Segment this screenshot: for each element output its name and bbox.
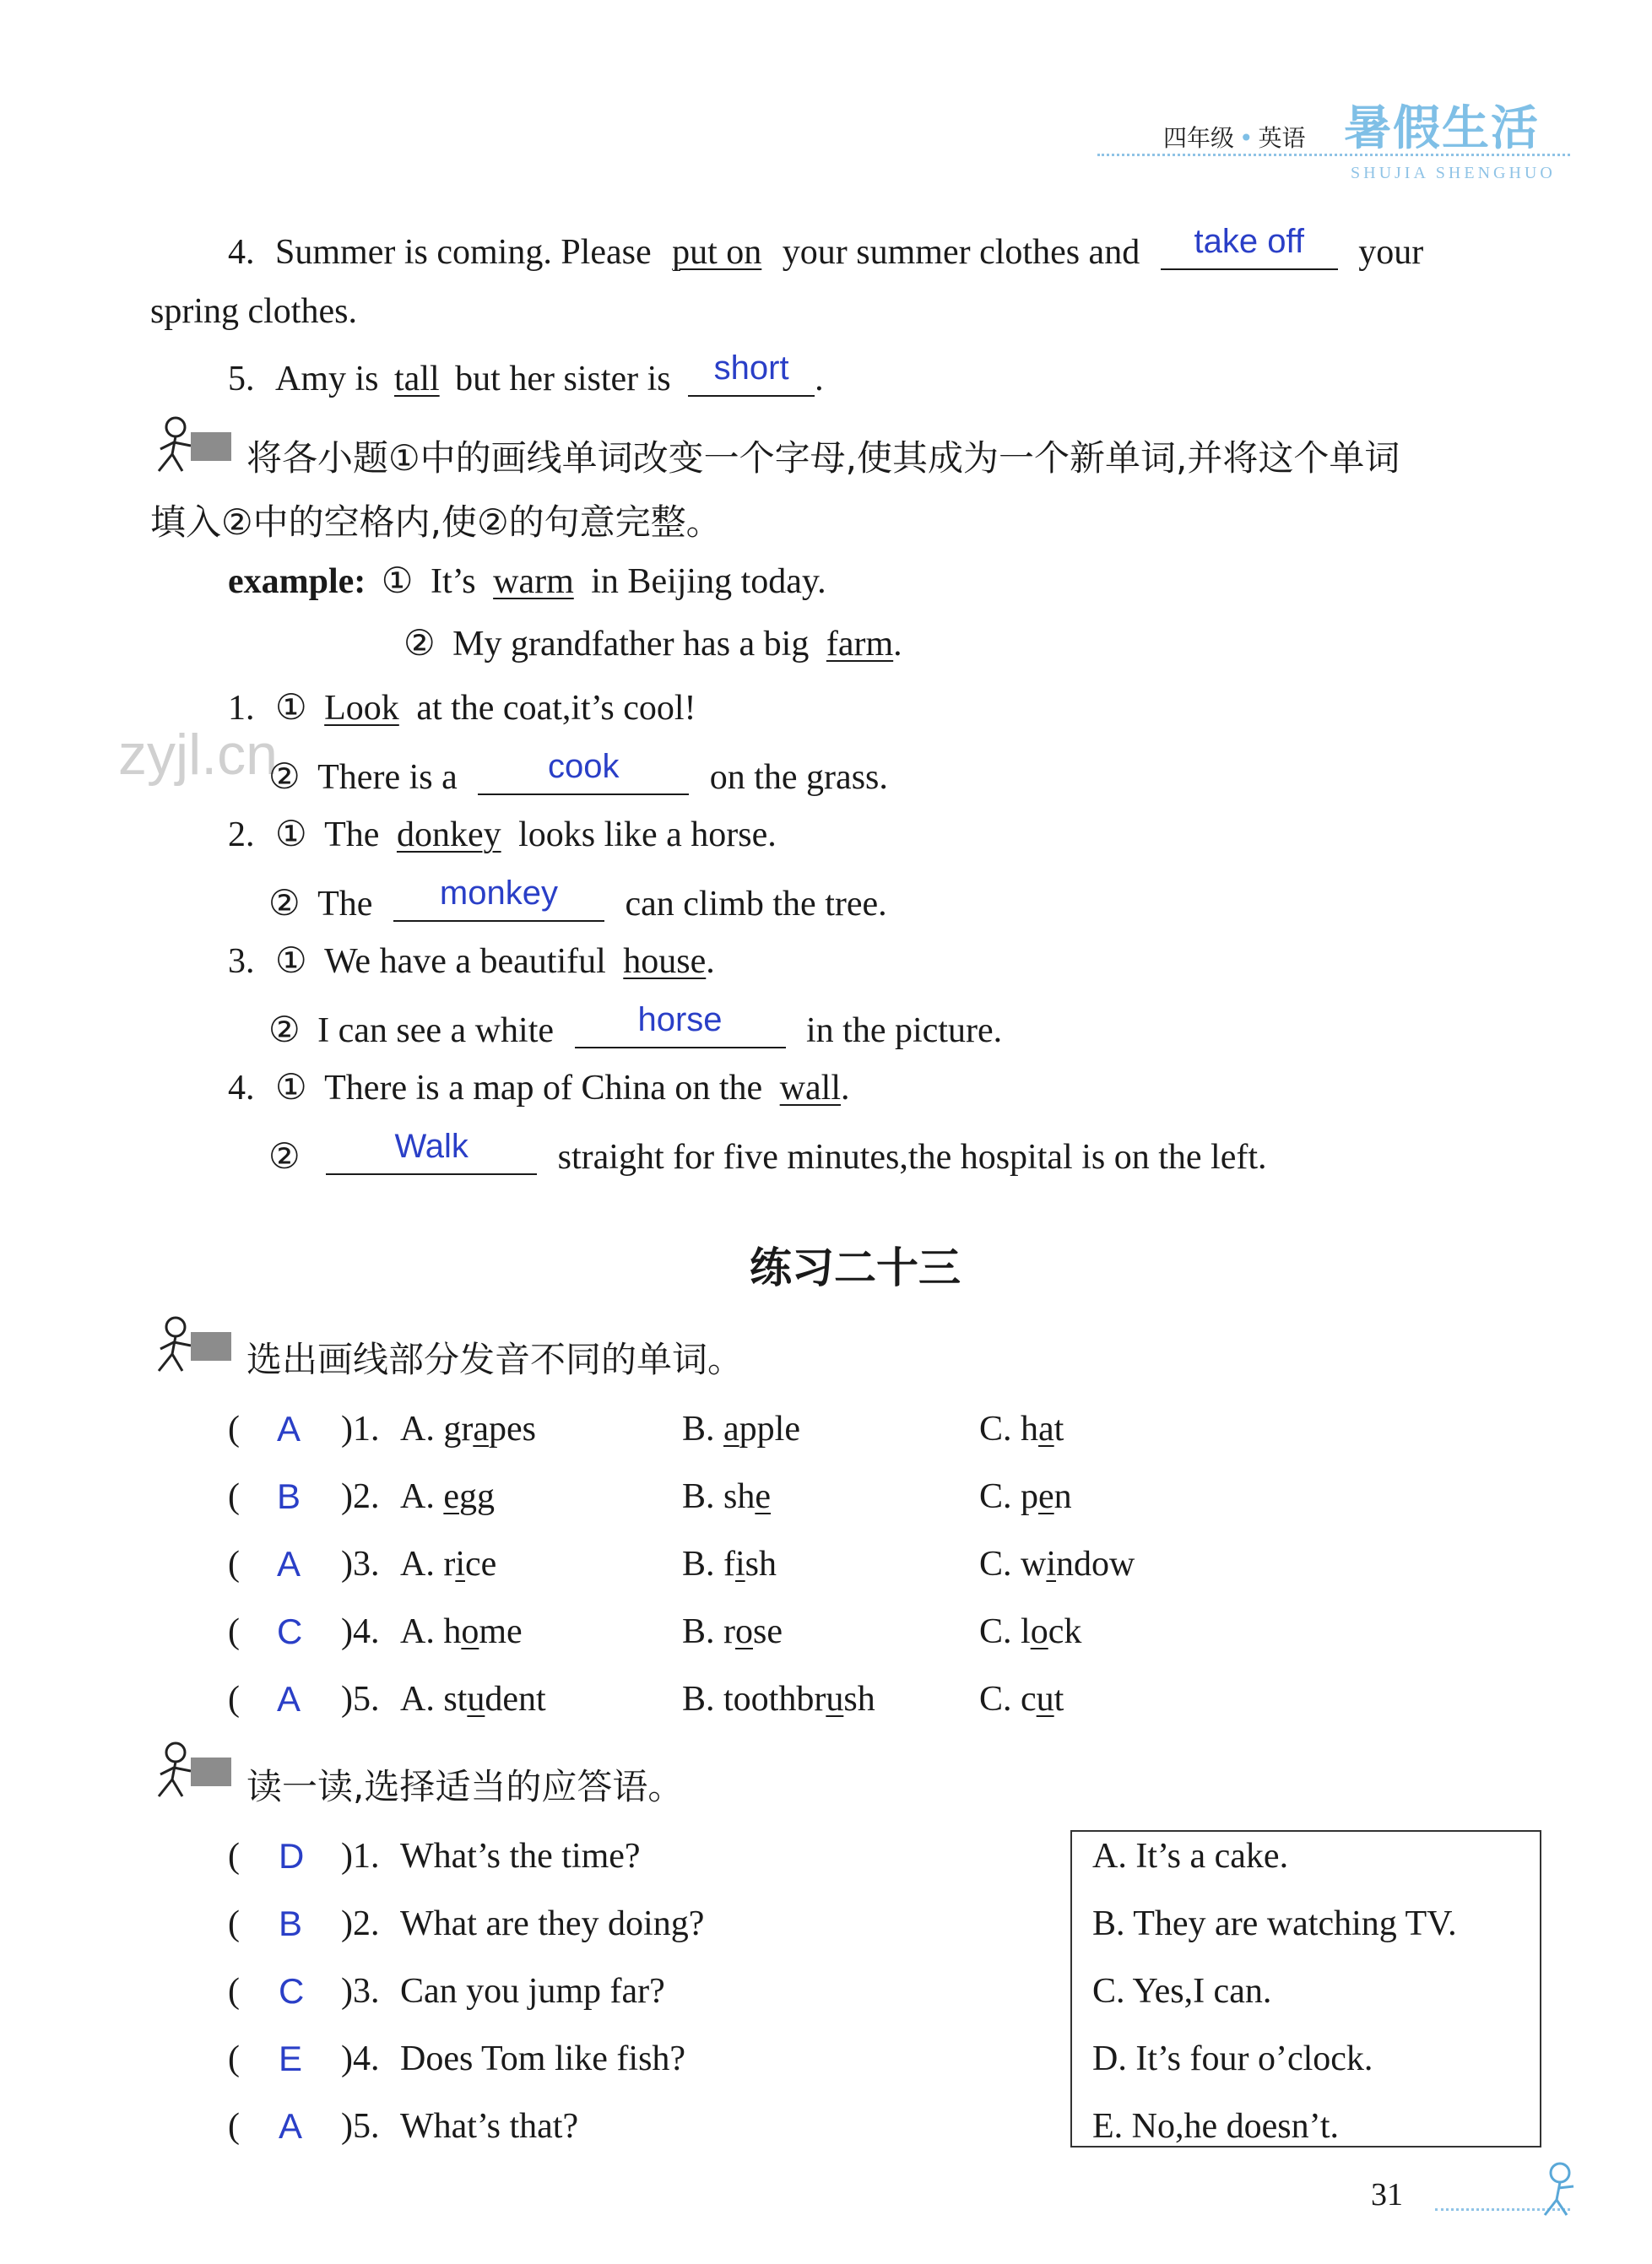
answer-choice[interactable]: A [277, 1679, 301, 1719]
option-b[interactable]: B. she [682, 1477, 772, 1516]
option-c[interactable]: C. lock [979, 1612, 1082, 1651]
section-instruction: 读一读,选择适当的应答语。 [246, 1766, 684, 1807]
change-letter-item-2-line-2: ② The monkey can climb the tree. [268, 875, 887, 923]
grade-label: 四年级 • 英语 [1163, 124, 1306, 152]
question-text: Can you jump far? [400, 1972, 665, 2011]
change-letter-item-4-line-1: 4. ① There is a map of China on the wall. [228, 1069, 850, 1108]
fill-question-4-cont: spring clothes. [150, 292, 357, 331]
exercise-title: 练习二十三 [750, 1243, 961, 1292]
answer-choice[interactable]: A [277, 1544, 301, 1584]
option-a[interactable]: A. grapes [400, 1410, 536, 1449]
fill-question-5: 5. Amy is tall but her sister is short . [228, 349, 824, 398]
exercise-icon [150, 415, 235, 474]
header-divider [1097, 154, 1570, 156]
answer-choice[interactable]: E [279, 2039, 303, 2078]
option-c[interactable]: C. pen [979, 1477, 1072, 1516]
option-a[interactable]: A. student [400, 1680, 546, 1719]
option-a[interactable]: A. home [400, 1612, 523, 1651]
answer-blank[interactable]: Walk [326, 1135, 537, 1175]
open-paren: ( [228, 1972, 240, 2011]
answer-blank[interactable]: take off [1161, 230, 1338, 270]
question-text: Does Tom like fish? [400, 2039, 686, 2078]
open-paren: ( [228, 2039, 240, 2078]
question-number: )1. [341, 1410, 380, 1449]
section-instruction: 将各小题①中的画线单词改变一个字母,使其成为一个新单词,并将这个单词 [246, 437, 1400, 479]
instruction-bar [191, 1332, 231, 1361]
response-option: B. They are watching TV. [1092, 1904, 1457, 1943]
question-number: )5. [341, 2107, 380, 2146]
open-paren: ( [228, 1410, 240, 1449]
open-paren: ( [228, 1680, 240, 1719]
question-number: )3. [341, 1972, 380, 2011]
response-option: E. No,he doesn’t. [1092, 2107, 1340, 2146]
question-text: What’s that? [400, 2107, 579, 2146]
answer-choice[interactable]: B [279, 1904, 303, 1943]
change-letter-item-1-line-2: ② There is a cook on the grass. [268, 748, 888, 797]
answer-choice[interactable]: C [279, 1971, 305, 2011]
change-letter-item-3-line-1: 3. ① We have a beautiful house. [228, 942, 715, 981]
change-letter-item-2-line-1: 2. ① The donkey looks like a horse. [228, 815, 777, 854]
question-text: What are they doing? [400, 1904, 705, 1943]
response-option: A. It’s a cake. [1092, 1837, 1289, 1876]
question-number: )4. [341, 1612, 380, 1651]
open-paren: ( [228, 1904, 240, 1943]
page-number: 31 [1371, 2177, 1403, 2213]
answer-blank[interactable]: monkey [393, 881, 604, 922]
fill-question-4: 4. Summer is coming. Please put on your summer clothes and take off your [228, 223, 1424, 272]
answer-choice[interactable]: D [279, 1836, 305, 1876]
answer-blank[interactable]: cook [478, 755, 689, 795]
section-instruction-cont: 填入②中的空格内,使②的句意完整。 [150, 501, 722, 543]
response-option: C. Yes,I can. [1092, 1972, 1272, 2011]
answer-choice[interactable]: A [279, 2106, 303, 2146]
watermark: zyjl.cn [118, 723, 278, 787]
option-a[interactable]: A. egg [400, 1477, 495, 1516]
answer-choice[interactable]: C [277, 1611, 303, 1651]
footer-boy-icon [1535, 2161, 1602, 2224]
answer-choice[interactable]: A [277, 1409, 301, 1449]
option-b[interactable]: B. rose [682, 1612, 783, 1651]
question-number: )2. [341, 1477, 380, 1516]
exercise-icon [150, 1741, 235, 1800]
open-paren: ( [228, 1477, 240, 1516]
example-line-2: ② My grandfather has a big farm. [404, 625, 902, 663]
change-letter-item-1-line-1: 1. ① Look at the coat,it’s cool! [228, 689, 696, 728]
change-letter-item-4-line-2: ② Walk straight for five minutes,the hospital is on the left. [268, 1128, 1267, 1177]
option-c[interactable]: C. cut [979, 1680, 1064, 1719]
open-paren: ( [228, 1837, 240, 1876]
question-number: )2. [341, 1904, 380, 1943]
open-paren: ( [228, 1612, 240, 1651]
question-number: )3. [341, 1545, 380, 1584]
option-a[interactable]: A. rice [400, 1545, 497, 1584]
instruction-bar [191, 1758, 231, 1786]
question-number: )1. [341, 1837, 380, 1876]
question-text: What’s the time? [400, 1837, 641, 1876]
option-c[interactable]: C. hat [979, 1410, 1064, 1449]
instruction-bar [191, 432, 231, 461]
brand-logo: 暑假生活 [1344, 101, 1540, 156]
exercise-icon [150, 1315, 235, 1374]
question-number: )4. [341, 2039, 380, 2078]
option-b[interactable]: B. toothbrush [682, 1680, 875, 1719]
open-paren: ( [228, 1545, 240, 1584]
section-instruction: 选出画线部分发音不同的单词。 [246, 1339, 744, 1380]
change-letter-item-3-line-2: ② I can see a white horse in the picture. [268, 1001, 1003, 1050]
answer-blank[interactable]: horse [575, 1008, 786, 1048]
brand-pinyin: SHUJIA SHENGHUO [1351, 164, 1556, 182]
response-option: D. It’s four o’clock. [1092, 2039, 1373, 2078]
answer-blank[interactable]: short [688, 356, 815, 397]
option-c[interactable]: C. window [979, 1545, 1135, 1584]
example-line-1: example: ① It’s warm in Beijing today. [228, 562, 826, 601]
question-number: )5. [341, 1680, 380, 1719]
option-b[interactable]: B. apple [682, 1410, 800, 1449]
answer-choice[interactable]: B [277, 1476, 301, 1516]
option-b[interactable]: B. fish [682, 1545, 777, 1584]
open-paren: ( [228, 2107, 240, 2146]
